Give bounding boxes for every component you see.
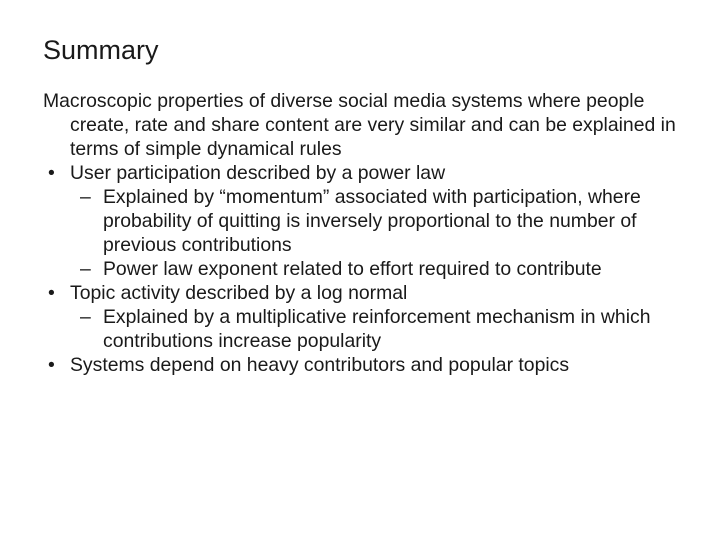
bullet-item — [43, 161, 698, 185]
sub-bullet-item — [43, 257, 698, 281]
slide-body — [43, 89, 698, 377]
sub-bullet-text: Power law exponent related to effort required to contribute — [103, 258, 602, 280]
dash-icon: – — [80, 306, 91, 328]
dash-icon: – — [80, 258, 91, 280]
slide-title: Summary — [43, 35, 159, 65]
bullet-text: Systems depend on heavy contributors and popular topics — [70, 354, 570, 376]
intro-paragraph: Macroscopic properties of diverse social media systems where people create, rate and share content are very similar and can be explained in terms of simple dynamical rules — [43, 90, 676, 160]
sub-bullet-text: Explained by “momentum” associated with participation, where probability of quitting is inversely proportional to the number of previous contributions — [103, 186, 641, 256]
sub-bullet-text: Explained by a multiplicative reinforcement mechanism in which contributions increase popularity — [103, 306, 651, 352]
dash-icon: – — [80, 186, 91, 208]
bullet-dot-icon: • — [48, 354, 55, 376]
sub-bullet-item — [43, 185, 698, 257]
bullet-item — [43, 353, 698, 377]
bullet-dot-icon: • — [48, 162, 55, 184]
bullet-text: User participation described by a power law — [70, 162, 446, 184]
bullet-text: Topic activity described by a log normal — [70, 282, 408, 304]
bullet-dot-icon: • — [48, 282, 55, 304]
sub-bullet-item — [43, 305, 698, 353]
bullet-item — [43, 281, 698, 305]
